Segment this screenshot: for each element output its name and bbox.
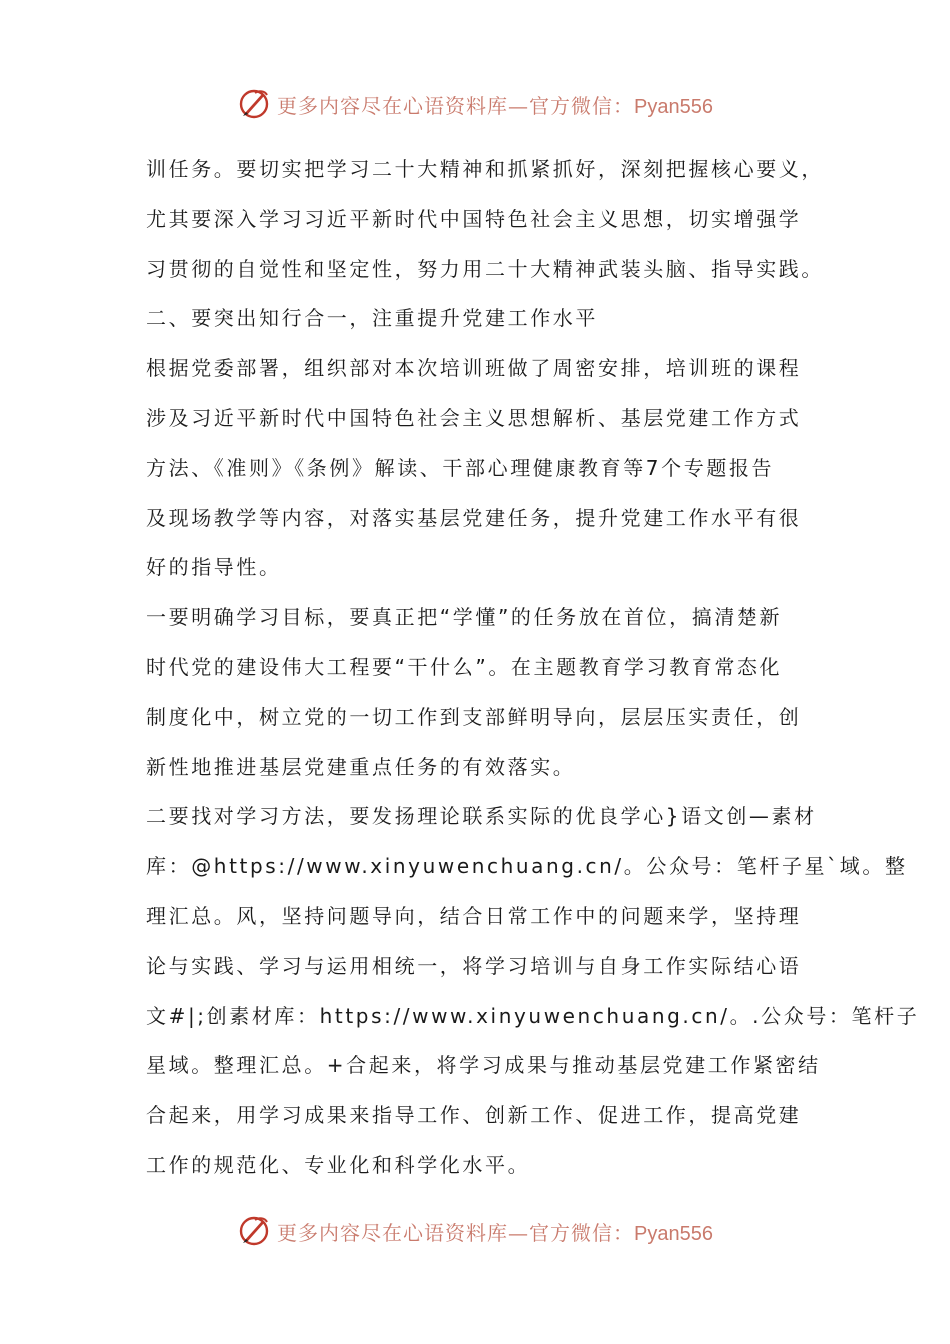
- watermark-text: [277, 90, 713, 119]
- header-watermark: [0, 82, 950, 126]
- body-line: 二要找对学习方法，要发扬理论联系实际的优良学心}语文创—素材: [146, 804, 817, 829]
- quill-logo-icon: [237, 1214, 271, 1248]
- body-line: 制度化中，树立党的一切工作到支部鲜明导向，层层压实责任，创: [146, 704, 802, 729]
- body-line: 及现场教学等内容，对落实基层党建任务，提升党建工作水平有很: [146, 505, 802, 530]
- watermark-brand: 更多内容尽在心语资料库—: [277, 1220, 530, 1245]
- section-heading: 二、要突出知行合一，注重提升党建工作水平: [146, 306, 598, 331]
- body-line: 习贯彻的自觉性和坚定性，努力用二十大精神武装头脑、指导实践。: [146, 256, 824, 281]
- body-line: 方法、《准则》《条例》解读、干部心理健康教育等7个专题报告: [146, 455, 775, 480]
- body-line: 理汇总。风，坚持问题导向，结合日常工作中的问题来学，坚持理: [146, 903, 802, 928]
- body-line: 合起来，用学习成果来指导工作、创新工作、促进工作，提高党建: [146, 1103, 802, 1128]
- body-line: 论与实践、学习与运用相统一，将学习培训与自身工作实际结心语: [146, 953, 802, 978]
- body-line: 工作的规范化、专业化和科学化水平。: [146, 1152, 531, 1177]
- quill-logo-icon: [237, 87, 271, 121]
- body-line: 涉及习近平新时代中国特色社会主义思想解析、基层党建工作方式: [146, 405, 802, 430]
- body-line: 时代党的建设伟大工程要“干什么”。在主题教育学习教育常态化: [146, 654, 783, 679]
- document-body: [146, 145, 920, 1191]
- watermark-text: [277, 1217, 713, 1246]
- body-line: 尤其要深入学习习近平新时代中国特色社会主义思想，切实增强学: [146, 206, 802, 231]
- body-line: 训任务。要切实把学习二十大精神和抓紧抓好，深刻把握核心要义，: [146, 157, 824, 181]
- watermark-wechat-label: 官方微信：: [529, 1220, 635, 1245]
- footer-watermark: [0, 1209, 950, 1253]
- body-line: 根据党委部署，组织部对本次培训班做了周密安排，培训班的课程: [146, 356, 802, 381]
- watermark-brand: 更多内容尽在心语资料库—: [277, 93, 530, 118]
- body-line: 好的指导性。: [146, 555, 282, 580]
- watermark-wechat-id: Pyan556: [634, 95, 713, 118]
- watermark-wechat-id: Pyan556: [634, 1222, 713, 1245]
- body-line: 新性地推进基层党建重点任务的有效落实。: [146, 754, 576, 779]
- body-line: 星域。整理汇总。+合起来，将学习成果与推动基层党建工作紧密结: [146, 1053, 821, 1078]
- body-line: 文#|;创素材库：https://www.xinyuwenchuang.cn/。.公众号：笔杆子: [146, 1003, 920, 1028]
- body-line: 一要明确学习目标，要真正把“学懂”的任务放在首位，搞清楚新: [146, 605, 783, 630]
- body-line: 库：@https://www.xinyuwenchuang.cn/。公众号：笔杆子星`域。整: [146, 854, 908, 879]
- watermark-wechat-label: 官方微信：: [529, 93, 635, 118]
